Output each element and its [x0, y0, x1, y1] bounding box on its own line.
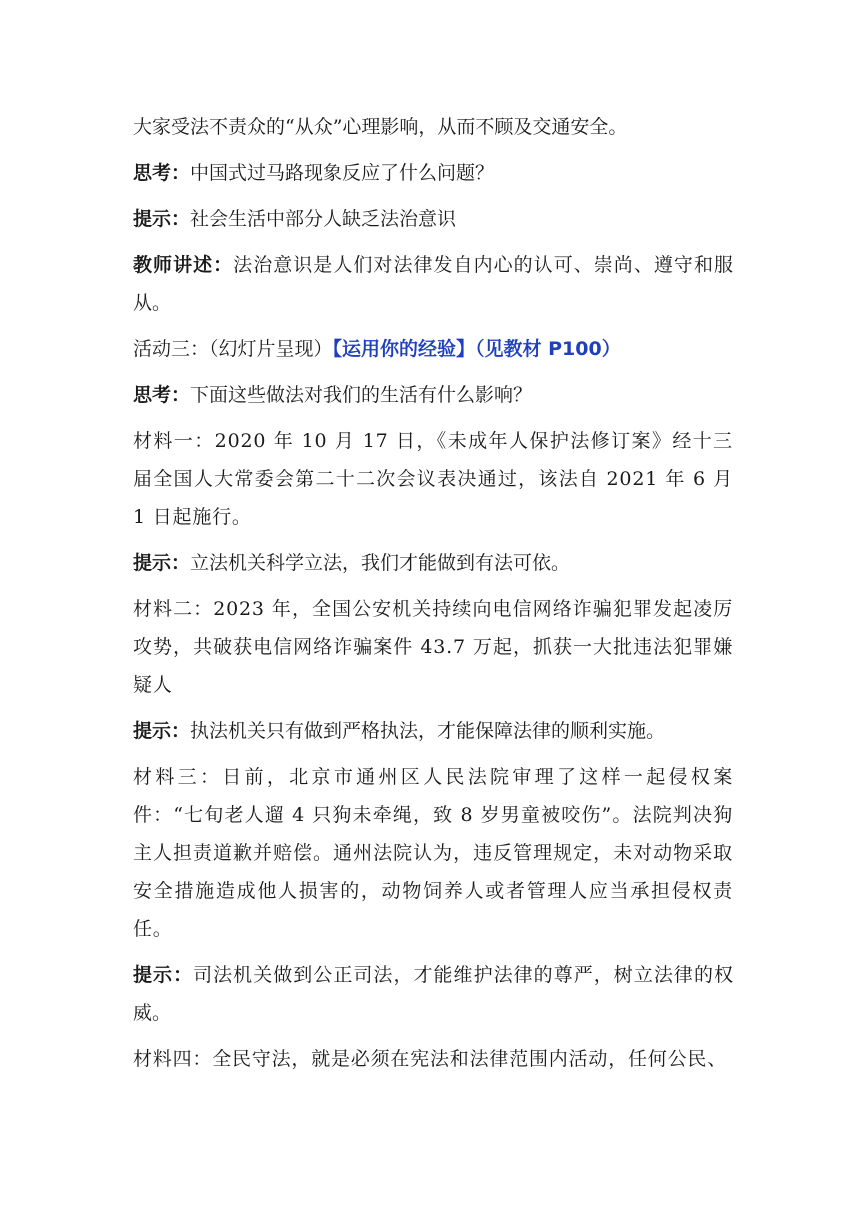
think-label: 思考：	[133, 384, 191, 406]
paragraph-text: 执法机关只有做到严格执法，才能保障法律的顺利实施。	[190, 720, 666, 742]
hint-label: 提示：	[133, 720, 191, 742]
paragraph-text: 司法机关做到公正司法，才能维护法律的尊严，树立法律的权威。	[133, 964, 733, 1024]
hint-label: 提示：	[133, 208, 191, 230]
teacher-label: 教师讲述：	[133, 254, 234, 276]
paragraph-text: 活动三：（幻灯片呈现）	[133, 338, 333, 360]
paragraph-text: 立法机关科学立法，我们才能做到有法可依。	[190, 552, 571, 574]
paragraph-material-one	[133, 422, 733, 536]
hint-label: 提示：	[133, 964, 194, 986]
paragraph-material-three	[133, 758, 733, 948]
paragraph-hint-4	[133, 956, 733, 1032]
paragraph-text: 材料二：2023 年，全国公安机关持续向电信网络诈骗犯罪发起凌厉攻势，共破获电信网络诈骗案件 43.7 万起，抓获一大批违法犯罪嫌疑人	[133, 598, 733, 696]
think-label: 思考：	[133, 162, 191, 184]
document-body	[133, 108, 733, 1086]
paragraph-hint-2	[133, 544, 733, 582]
paragraph-text: 中国式过马路现象反应了什么问题？	[190, 162, 495, 184]
paragraph-text: 材料三：日前，北京市通州区人民法院审理了这样一起侵权案件：“七旬老人遛 4 只狗未牵绳，致 8 岁男童被咬伤”。法院判决狗主人担责道歉并赔偿。通州法院认为，违反管理规定，未对动物采取安全措施造成他人损害的，动物饲养人或者管理人应当承担侵权责任。	[133, 766, 733, 940]
paragraph-think-1	[133, 154, 733, 192]
paragraph-text: 社会生活中部分人缺乏法治意识	[190, 208, 457, 230]
hint-label: 提示：	[133, 552, 191, 574]
paragraph-teacher-statement	[133, 246, 733, 322]
paragraph-hint-3	[133, 712, 733, 750]
paragraph-activity-three	[133, 330, 733, 368]
paragraph-text: 下面这些做法对我们的生活有什么影响？	[190, 384, 533, 406]
paragraph-text: 大家受法不责众的“从众”心理影响，从而不顾及交通安全。	[133, 116, 628, 138]
paragraph-conformity	[133, 108, 733, 146]
paragraph-text: 材料一：2020 年 10 月 17 日，《未成年人保护法修订案》经十三届全国人大常委会第二十二次会议表决通过，该法自 2021 年 6 月 1 日起施行。	[133, 430, 733, 528]
paragraph-text: 材料四：全民守法，就是必须在宪法和法律范围内活动，任何公民、	[133, 1048, 728, 1070]
highlight-text: 【运用你的经验】（见教材 P100）	[332, 338, 621, 360]
paragraph-text: 法治意识是人们对法律发自内心的认可、崇尚、遵守和服从。	[133, 254, 733, 314]
paragraph-material-two	[133, 590, 733, 704]
paragraph-hint-1	[133, 200, 733, 238]
paragraph-material-four	[133, 1040, 733, 1078]
paragraph-think-2	[133, 376, 733, 414]
